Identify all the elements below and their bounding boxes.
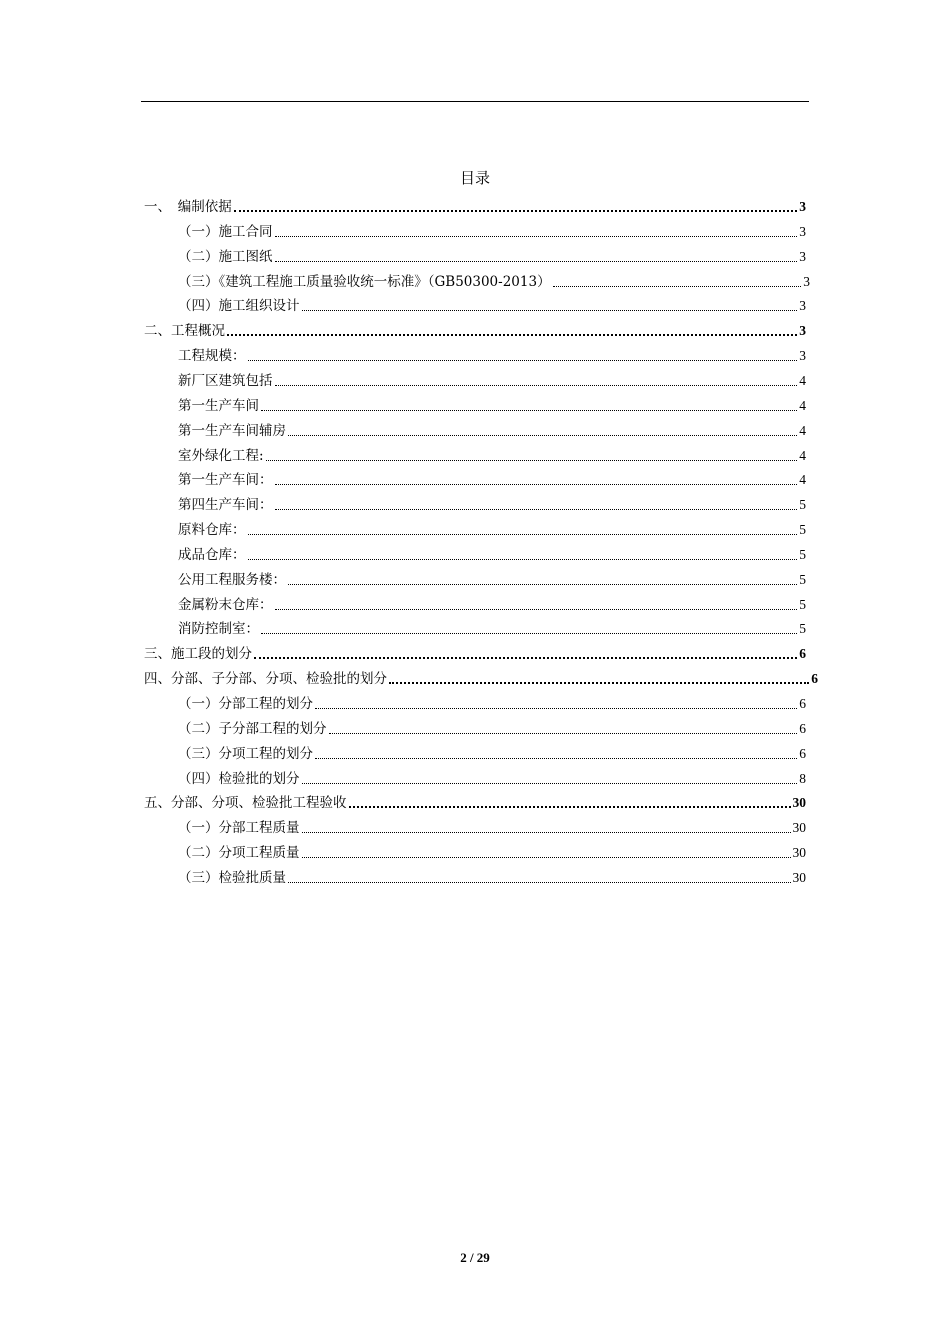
toc-leader-dots <box>254 657 797 659</box>
toc-entry-label: 金属粉末仓库： <box>178 596 273 613</box>
toc-entry[interactable] <box>178 441 806 466</box>
toc-leader-dots <box>315 708 797 709</box>
toc-entry[interactable] <box>178 416 806 441</box>
toc-entry[interactable] <box>178 465 806 490</box>
toc-entry-label: （一）分部工程质量 <box>178 820 300 837</box>
toc-entry-page: 5 <box>799 546 806 562</box>
toc-entry[interactable] <box>178 863 806 888</box>
toc-entry-page: 5 <box>799 522 806 538</box>
toc-entry[interactable] <box>144 316 806 341</box>
toc-entry-label: 三、施工段的划分 <box>144 646 252 663</box>
toc-entry-label: （四）检验批的划分 <box>178 770 300 787</box>
toc-entry-page: 3 <box>799 199 806 214</box>
toc-leader-dots <box>302 310 798 311</box>
toc-leader-dots <box>288 435 797 436</box>
toc-entry-label: （三）分项工程的划分 <box>178 745 313 762</box>
toc-entry-label: 工程规模： <box>178 348 246 365</box>
toc-entry-label: 第四生产车间： <box>178 497 273 514</box>
toc-leader-dots <box>275 236 798 237</box>
toc-title: 目录 <box>459 169 490 187</box>
toc-entry[interactable] <box>144 639 806 664</box>
toc-leader-dots <box>261 633 797 634</box>
toc-entry-label: 新厂区建筑包括 <box>178 372 273 389</box>
toc-entry-label: （二）施工图纸 <box>178 248 273 265</box>
toc-entry[interactable] <box>178 540 806 565</box>
toc-entry-page: 4 <box>799 447 806 463</box>
toc-leader-dots <box>275 385 798 386</box>
toc-leader-dots <box>349 806 791 808</box>
toc-entry-page: 3 <box>803 273 810 289</box>
toc-leader-dots <box>553 286 802 287</box>
toc-entry[interactable] <box>178 764 806 789</box>
toc-leader-dots <box>266 460 798 461</box>
toc-entry-page: 3 <box>799 348 806 364</box>
toc-leader-dots <box>302 832 791 833</box>
page-number: 2 / 29 <box>460 1250 490 1265</box>
toc-entry-page: 3 <box>799 223 806 239</box>
toc-entry-label: 成品仓库： <box>178 546 246 563</box>
toc-entry-label: （一）施工合同 <box>178 223 273 240</box>
toc-leader-dots <box>302 783 798 784</box>
toc-entry-page: 3 <box>799 298 806 314</box>
toc-entry[interactable] <box>178 267 810 292</box>
toc-entry[interactable] <box>178 838 806 863</box>
toc-entry-page: 30 <box>792 820 806 836</box>
toc-entry-page: 4 <box>799 397 806 413</box>
toc-leader-dots <box>315 758 797 759</box>
toc-entry[interactable] <box>178 813 806 838</box>
toc-leader-dots <box>288 882 791 883</box>
toc-entry[interactable] <box>144 664 818 689</box>
toc-leader-dots <box>234 210 798 212</box>
toc-leader-dots <box>275 261 798 262</box>
toc-entry[interactable] <box>178 739 806 764</box>
toc-entry-label: 第一生产车间辅房 <box>178 422 286 439</box>
toc-entry-label: 室外绿化工程: <box>178 447 264 464</box>
toc-entry[interactable] <box>178 391 806 416</box>
toc-entry-page: 5 <box>799 621 806 637</box>
header-rule <box>141 101 809 102</box>
toc-entry[interactable] <box>144 192 806 217</box>
toc-entry-page: 30 <box>792 845 806 861</box>
toc-entry[interactable] <box>178 714 806 739</box>
toc-leader-dots <box>275 509 798 510</box>
toc-entry[interactable] <box>178 565 806 590</box>
toc-leader-dots <box>275 609 798 610</box>
toc-entry-page: 6 <box>811 671 818 687</box>
toc-entry-label: 一、 编制依据 <box>144 199 232 215</box>
toc-leader-dots <box>248 360 798 361</box>
toc-entry[interactable] <box>144 788 806 813</box>
toc-leader-dots <box>248 534 798 535</box>
toc-leader-dots <box>389 682 809 684</box>
toc-entry-page: 3 <box>799 323 806 339</box>
toc-entry[interactable] <box>178 217 806 242</box>
toc-leader-dots <box>302 857 791 858</box>
toc-entry-label: （二）子分部工程的划分 <box>178 720 327 737</box>
toc-leader-dots <box>288 584 797 585</box>
toc-entry-label: 公用工程服务楼： <box>178 571 286 588</box>
toc-entry-label: （三）《建筑工程施工质量验收统一标准》（GB50300-2013） <box>178 273 551 290</box>
toc-entry-label: 五、分部、分项、检验批工程验收 <box>144 795 347 812</box>
toc-entry-page: 4 <box>799 372 806 388</box>
toc-leader-dots <box>227 334 797 336</box>
toc-entry-page: 8 <box>799 770 806 786</box>
toc-entry-page: 30 <box>792 869 806 885</box>
toc-entry[interactable] <box>178 490 806 515</box>
toc-entry[interactable] <box>178 242 806 267</box>
toc-entry-page: 6 <box>799 696 806 711</box>
toc-entry-page: 4 <box>799 472 806 488</box>
toc-entry-label: 第一生产车间 <box>178 397 259 414</box>
toc-entry-label: 四、分部、子分部、分项、检验批的划分 <box>144 671 387 688</box>
toc-entry-label: 第一生产车间： <box>178 472 273 489</box>
toc-entry-label: （四）施工组织设计 <box>178 298 300 315</box>
toc-entry[interactable] <box>178 515 806 540</box>
toc-entry-label: 二、工程概况 <box>144 323 225 340</box>
toc-leader-dots <box>261 410 797 411</box>
toc-entry[interactable] <box>178 614 806 639</box>
toc-entry-label: （一）分部工程的划分 <box>178 696 313 712</box>
toc-entry-label: （三）检验批质量 <box>178 869 286 886</box>
toc-leader-dots <box>248 559 798 560</box>
toc-leader-dots <box>275 484 798 485</box>
toc-entry-page: 3 <box>799 248 806 264</box>
toc-entry-page: 5 <box>799 497 806 513</box>
toc-entry[interactable] <box>178 689 806 714</box>
toc-entry[interactable] <box>178 590 806 615</box>
toc-entry-page: 30 <box>792 795 806 811</box>
toc-leader-dots <box>329 733 798 734</box>
toc-entry-page: 6 <box>799 745 806 761</box>
toc-entry-page: 4 <box>799 422 806 438</box>
toc-entry[interactable] <box>178 341 806 366</box>
toc-entry-label: 原料仓库： <box>178 522 246 539</box>
toc-entry-label: （二）分项工程质量 <box>178 845 300 862</box>
toc-entry-page: 5 <box>799 571 806 587</box>
toc-entry-page: 6 <box>799 646 806 662</box>
toc-entry[interactable] <box>178 291 806 316</box>
toc-entry-label: 消防控制室： <box>178 621 259 638</box>
toc-entry-page: 5 <box>799 596 806 612</box>
toc-entry[interactable] <box>178 366 806 391</box>
toc-entry-page: 6 <box>799 720 806 736</box>
